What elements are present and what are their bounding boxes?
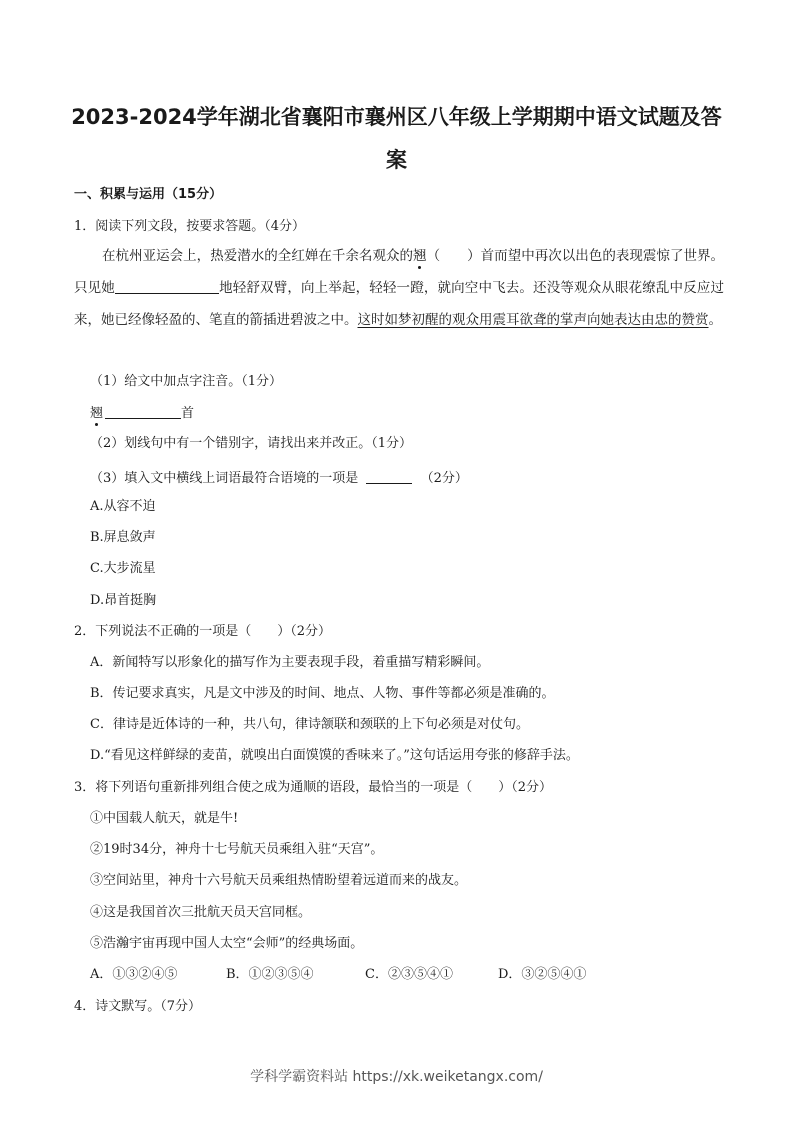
option-d: D.“看见这样鲜绿的麦苗，就嗅出白面馍馍的香味来了。”这句话运用夸张的修辞手法。 [90,748,579,763]
reading-passage [74,240,724,336]
section-heading: 一、积累与运用（15分） [74,187,223,202]
answer-blank[interactable] [115,279,219,294]
page-title-continued: 案 [386,148,407,172]
option-a: A．新闻特写以形象化的描写作为主要表现手段，着重描写精彩瞬间。 [90,655,490,670]
dotted-character: 翘 [413,248,427,264]
pinyin-answer-row [90,404,194,420]
sentence-item: ①中国载人航天，就是牛! [90,811,239,826]
option-b: B.屏息敛声 [90,530,156,545]
passage-text: （ ）首而望中再次以出色的表现震惊了世界。只见她 [74,248,725,296]
dotted-character: 翘 [90,406,104,421]
option-b: B．传记要求真实，凡是文中涉及的时间、地点、人物、事件等都必须是准确的。 [90,686,555,701]
question-4-stem: 4．诗文默写。（7分） [74,999,202,1014]
subquestion-1: （1）给文中加点字注音。（1分） [90,374,283,389]
sentence-item: ④这是我国首次三批航天员天宫同框。 [90,905,312,920]
sentence-item: ②19时34分，神舟十七号航天员乘组入驻“天宫”。 [90,842,384,857]
answer-blank[interactable] [366,469,412,484]
option-d: D.昂首挺胸 [90,593,157,608]
option-c: C．②③⑤④① [365,967,453,982]
option-b: B．①②③⑤④ [226,967,314,982]
subquestion-3-score: （2分） [420,471,468,486]
underlined-sentence: 这时如梦初醒的观众用震耳欲聋的掌声向她表达由忠的赞赏 [357,312,709,328]
option-a: A.从容不迫 [90,499,156,514]
option-d: D．③②⑤④① [498,967,587,982]
passage-text: 在杭州亚运会上，热爱潜水的全红婵在千余名观众的 [102,248,414,264]
subquestion-3 [90,469,468,485]
option-c: C.大步流星 [90,561,156,576]
question-1-stem: 1．阅读下列文段，按要求答题。（4分） [74,219,306,234]
page-title: 2023-2024学年湖北省襄阳市襄州区八年级上学期期中语文试题及答 [71,105,722,129]
pinyin-blank[interactable] [105,404,181,419]
subquestion-2: （2）划线句中有一个错别字，请找出来并改正。（1分） [90,436,413,451]
question-2-stem: 2．下列说法不正确的一项是（ ）（2分） [74,624,332,639]
footer-watermark: 学科学霸资料站 https://xk.weiketangx.com/ [250,1069,543,1085]
passage-text: 。 [708,312,722,328]
pinyin-suffix: 首 [181,406,195,421]
option-c: C．律诗是近体诗的一种，共八句，律诗颔联和颈联的上下句必须是对仗句。 [90,717,529,732]
sentence-item: ③空间站里，神舟十六号航天员乘组热情盼望着远道而来的战友。 [90,873,468,888]
subquestion-3-text: （3）填入文中横线上词语最符合语境的一项是 [90,471,359,486]
sentence-item: ⑤浩瀚宇宙再现中国人太空“会师”的经典场面。 [90,936,364,951]
option-a: A．①③②④⑤ [90,967,178,982]
passage-text: 地轻舒双臂，向上举起，轻轻一蹬，就向空中飞去。还没等观众从眼花缭乱中反应过来，她已经像轻盈的、笔直的箭插进碧波之中。 [74,280,725,328]
question-3-stem: 3．将下列语句重新排列组合使之成为通顺的语段，最恰当的一项是（ ）（2分） [74,780,553,795]
